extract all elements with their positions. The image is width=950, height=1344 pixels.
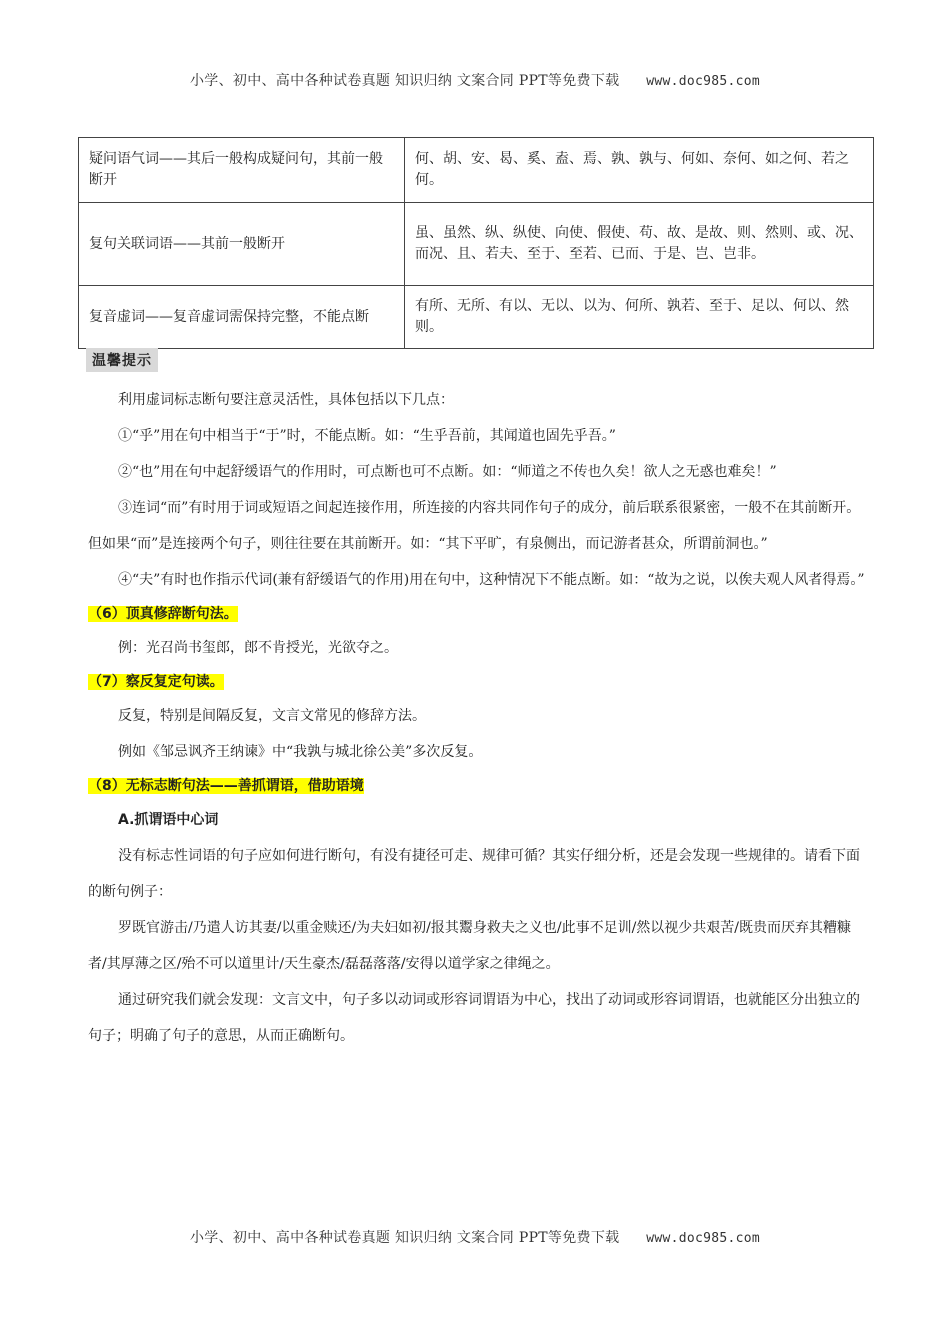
section-6-title-text: （6）顶真修辞断句法。 (88, 606, 238, 622)
footer-url[interactable]: www.doc985.com (646, 1231, 760, 1246)
main-content (88, 382, 868, 1054)
function-word-table (78, 137, 874, 349)
section-6-title (88, 598, 868, 630)
tip-label: 温馨提示 (86, 348, 158, 372)
section-8-paragraph-2: 罗既官游击/乃遣人访其妻/以重金赎还/为夫妇如初/报其鬻身救夫之义也/此事不足训/然以视少共艰苦/既贵而厌弃其糟糠者/其厚薄之区/殆不可以道里计/天生豪杰/磊磊落落/安得以道学家之律绳之。 (88, 920, 852, 972)
section-8-paragraph-3: 通过研究我们就会发现：文言文中，句子多以动词或形容词谓语为中心，找出了动词或形容词谓语，也就能区分出独立的句子；明确了句子的意思，从而正确断句。 (88, 992, 860, 1044)
table-cell-words: 有所、无所、有以、无以、以为、何所、孰若、至于、足以、何以、然则。 (405, 286, 874, 349)
header-text: 小学、初中、高中各种试卷真题 知识归纳 文案合同 PPT等免费下载 (190, 73, 620, 89)
section-8-subtitle: A.抓谓语中心词 (118, 812, 219, 828)
section-7-line-1: 反复，特别是间隔反复，文言文常见的修辞方法。 (118, 708, 426, 724)
section-7-line-2: 例如《邹忌讽齐王纳谏》中“我孰与城北徐公美”多次反复。 (118, 744, 483, 760)
section-7-title-text: （7）察反复定句读。 (88, 674, 224, 690)
tip-intro: 利用虚词标志断句要注意灵活性，具体包括以下几点： (118, 392, 454, 408)
section-8-paragraph-1: 没有标志性词语的句子应如何进行断句，有没有捷径可走、规律可循？其实仔细分析，还是会发现一些规律的。请看下面的断句例子： (88, 848, 860, 900)
section-8-title (88, 770, 868, 802)
table-row (79, 286, 874, 349)
section-6-example: 例：光召尚书玺郎，郎不肯授光，光欲夺之。 (118, 640, 398, 656)
table-row (79, 138, 874, 203)
tip-point-1: ①“乎”用在句中相当于“于”时，不能点断。如：“生乎吾前，其闻道也固先乎吾。” (118, 428, 616, 444)
footer-text: 小学、初中、高中各种试卷真题 知识归纳 文案合同 PPT等免费下载 (190, 1230, 620, 1246)
header-url[interactable]: www.doc985.com (646, 74, 760, 89)
table-cell-category: 疑问语气词——其后一般构成疑问句，其前一般断开 (79, 138, 405, 203)
table-cell-category: 复音虚词——复音虚词需保持完整，不能点断 (79, 286, 405, 349)
page-footer (0, 1227, 950, 1247)
section-8-title-text: （8）无标志断句法——善抓谓语，借助语境 (88, 778, 364, 794)
section-7-title (88, 666, 868, 698)
page-header (0, 70, 950, 90)
table-row (79, 203, 874, 286)
table-cell-words: 何、胡、安、曷、奚、盍、焉、孰、孰与、何如、奈何、如之何、若之何。 (405, 138, 874, 203)
tip-point-3: ③连词“而”有时用于词或短语之间起连接作用，所连接的内容共同作句子的成分，前后联系很紧密，一般不在其前断开。但如果“而”是连接两个句子，则往往要在其前断开。如：“其下平旷，有泉侧出，而记游者甚众，所谓前洞也。” (88, 500, 861, 552)
table-cell-category: 复句关联词语——其前一般断开 (79, 203, 405, 286)
table-cell-words: 虽、虽然、纵、纵使、向使、假使、苟、故、是故、则、然则、或、况、而况、且、若夫、至于、至若、已而、于是、岂、岂非。 (405, 203, 874, 286)
tip-point-4: ④“夫”有时也作指示代词(兼有舒缓语气的作用)用在句中，这种情况下不能点断。如：“故为之说，以俟夫观人风者得焉。” (118, 572, 865, 588)
tip-point-2: ②“也”用在句中起舒缓语气的作用时，可点断也可不点断。如：“师道之不传也久矣！欲人之无惑也难矣！” (118, 464, 777, 480)
